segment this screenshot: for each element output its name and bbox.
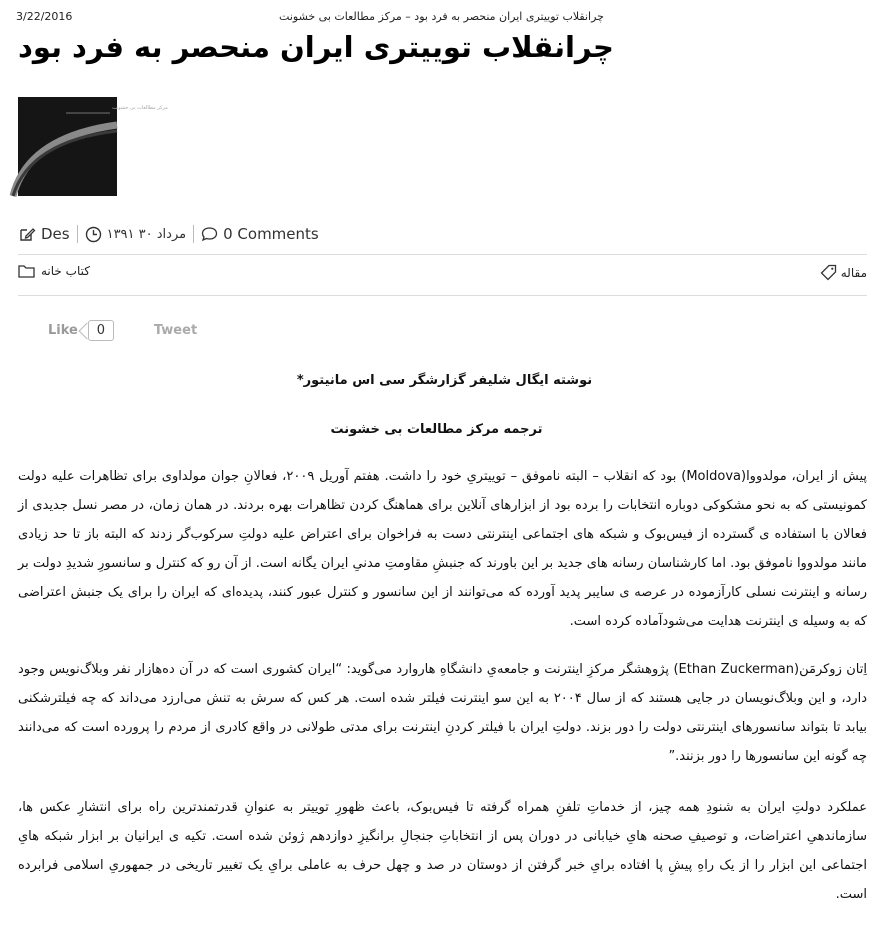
tag-label[interactable]: مقاله (840, 265, 867, 280)
like-count: 0 (88, 320, 114, 341)
meta-comments-text[interactable]: 0 Comments (223, 225, 319, 243)
post-taxonomy (18, 254, 867, 296)
article-byline: نوشته ایگال شلیفر گزارشگر سی اس مانیتور* (296, 373, 593, 388)
tag-icon (820, 264, 837, 281)
like-button[interactable]: Like (48, 323, 78, 338)
article-translation-credit: ترجمه مرکز مطالعات بی خشونت (330, 422, 543, 437)
article-paragraph: پیش از ایران، مولدووا(Moldova) بود که انقلاب – البته ناموفق – توییتریِ خود را داشت. هفتم آوریل ۲۰۰۹، فعالانِ جوان مولداوی برای تظاهرات علیه دولت کمونیستی که به نحو مشکوکی دوباره انتخابات را برده بود از ابزارهای آنلاین برای هماهنگ کردن تظاهرات بهره بردند. در همان زمان، در مصر نسل جدیدی از فعالان با استفاده ی گسترده از فیس‌بوک و شبکه های اجتماعی اینترنتی دست به فراخوان برای اعتراض علیه دولتِ سرکوب‌گر زدند که البته باز تا حد زیادی مانند مولدووا ناموفق بود. اما کارشناسان رسانه های جدید بر این باورند که جنبشِ مقاومتِ مدنیِ ایران یگانه است. از آن رو که کنترل و سانسورِ شدیدِ دولت بر رسانه و اینترنت نسلی کارآزموده در عرصه ی سایبر پدید آورده که می‌توانند از این سانسور و کنترل عبور کنند، پدیده‌ای که ایران را برای یک جنبش اعتراضی که به وسیله ی اینترنت هدایت می‌شود‌آماده کرده است. (17, 469, 867, 629)
post-title: چرانقلاب توییتری ایران منحصر به فرد بود (18, 30, 614, 64)
meta-comments[interactable] (194, 225, 326, 243)
article-paragraph: اِتان زوکرمَن(Ethan Zuckerman) پژوهشگر مرکزِ اینترنت و جامعه‌یِ دانشگاهِ هاروارد می‌گوید: “ایران کشوری است که در آن ده‌هازار نفر وبلاگ‌نویس وجود دارد، و این وبلاگ‌نویسان در جایی هستند که از سال ۲۰۰۴ به این سو اینترنت فیلتر شده است. هر کس که سرش به تنش می‌ارزد می‌داند که چه فیلترشکنی بیابد تا بتواند سانسورهای اینترنتی دولت را دور بزند. دولتِ ایران با فیلتر کردنِ اینترنت برای مدتی طولانی در واقع کادری از مردم را پرورده است که می‌دانند چه گونه این سانسورها را دور بزنند.” (18, 662, 867, 764)
print-header (0, 10, 883, 26)
meta-author[interactable] (18, 225, 77, 243)
tag-link[interactable] (820, 264, 867, 281)
tweet-button[interactable]: Tweet (153, 323, 198, 338)
print-date: 3/22/2016 (16, 10, 73, 23)
meta-author-name[interactable]: Des (41, 225, 70, 243)
category-label[interactable]: کتاب خانه (41, 264, 90, 278)
meta-date-text: مرداد ۳۰ ۱۳۹۱ (106, 226, 187, 242)
thumbnail-graphic (18, 97, 168, 196)
article-paragraph: عملکرد دولتِ ایران به شنودِ همه چیز، از خدماتِ تلفنِ همراه گرفته تا فیس‌بوک، باعث ظهورِ توییتر به عنوانِ قدرتمندترین راه برای انتشارِ عکس ها، سازماندهیِ اعتراضات، و توصیفِ صحنه هایِ خیابانی در دوران پس از انتخاباتِ جنجالِ برانگیزِ دوازدهم ژوئن شده است. تکیه ی ایرانیان بر ابزار شبکه هایِ اجتماعی این ابزار را از یک راهِ پیشِ پا افتاده برایِ خبر گرفتن از دوستان در صد و چهل حرف به عاملی برایِ یک تغییر تاریخی در جمهوریِ اسلامی فرابرده است. (18, 800, 867, 902)
post-meta (18, 222, 326, 246)
post-thumbnail[interactable] (18, 97, 168, 196)
clock-icon (85, 226, 102, 243)
meta-date (78, 226, 194, 243)
thumbnail-logo-text: مرکز مطالعات بی خشونت (112, 105, 168, 111)
like-count-bubble (88, 320, 114, 341)
comment-icon (201, 226, 218, 242)
folder-icon (18, 264, 35, 278)
edit-icon (18, 225, 36, 243)
category-link[interactable] (18, 264, 90, 278)
print-doc-title: چرانقلاب توییتری ایران منحصر به فرد بود – مرکز مطالعات بی خشونت (279, 10, 604, 23)
social-share (48, 320, 197, 341)
